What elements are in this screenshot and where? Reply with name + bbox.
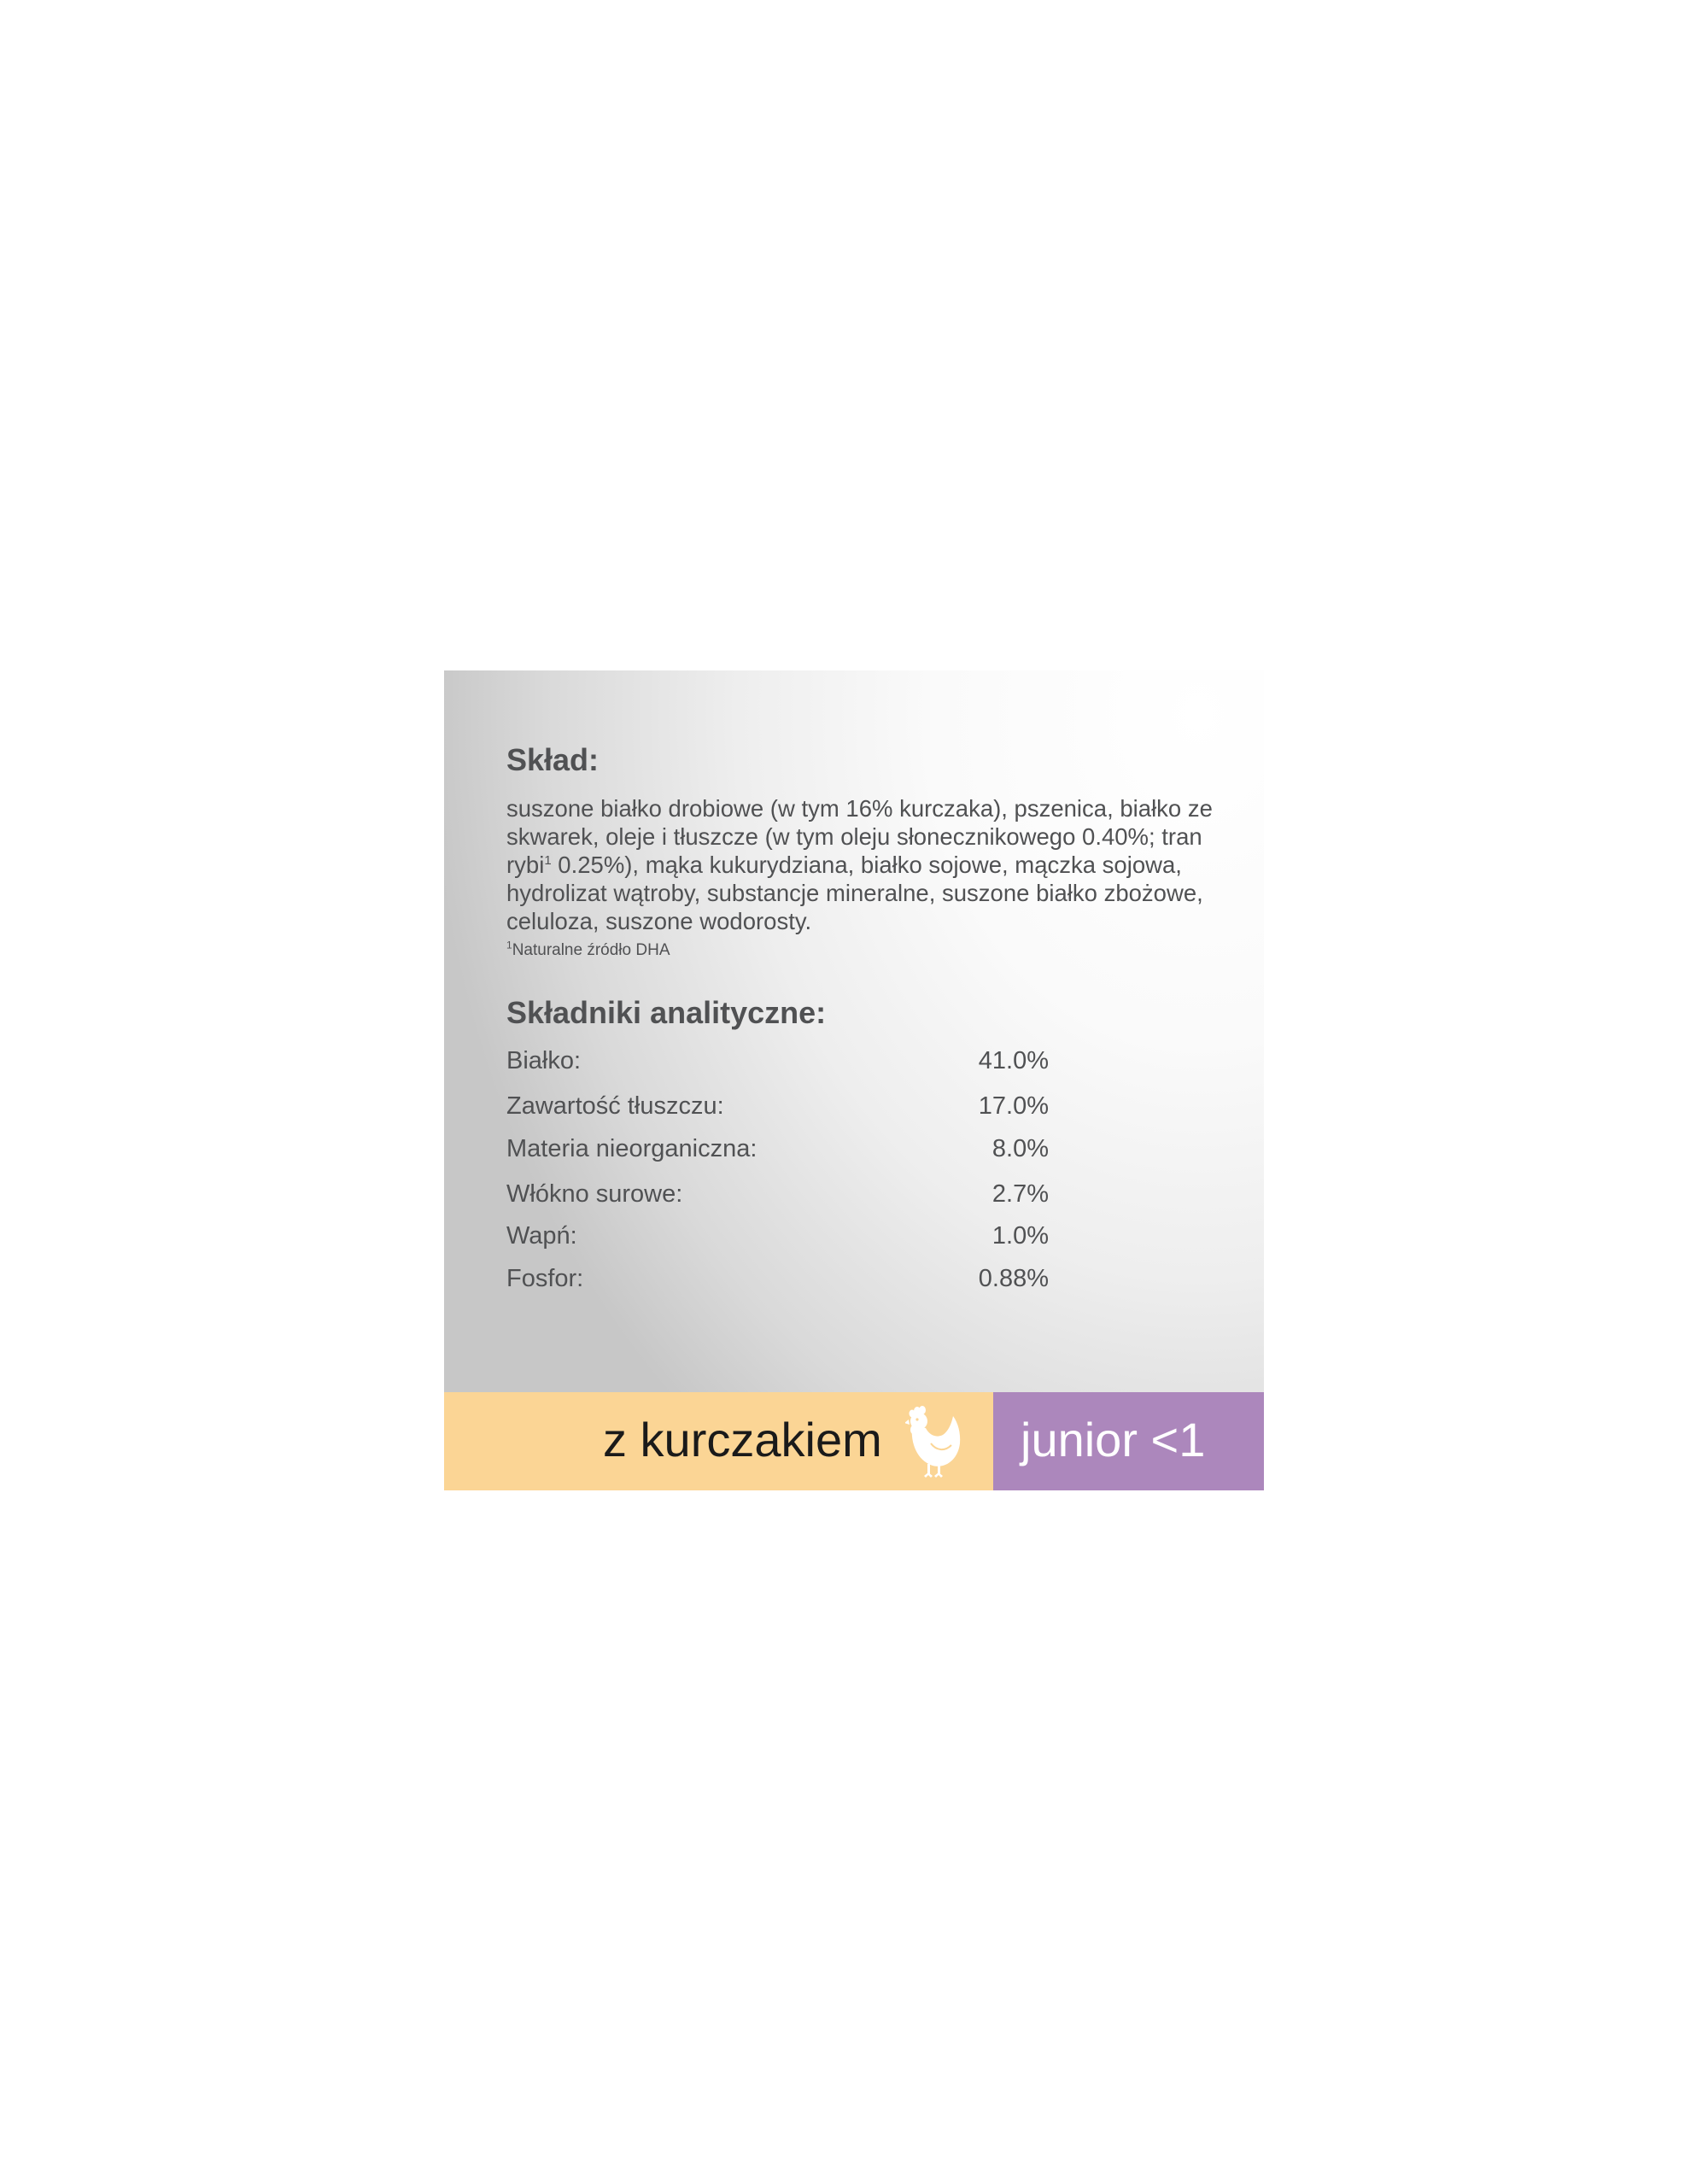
analytical-label: Włókno surowe:	[506, 1180, 683, 1208]
analytical-row	[506, 1092, 1049, 1127]
footnote-text: Naturalne źródło DHA	[512, 941, 670, 959]
ingredients-text-part-1: suszone białko drobiowe (w tym 16% kurczaka), pszenica, białko ze skwarek, oleje i tłuszcze (w tym oleju słonecznikowego 0.40%; tran rybi	[506, 795, 1213, 878]
footnote-mark: 1	[506, 939, 512, 951]
analytical-value: 0.88%	[978, 1265, 1049, 1292]
chicken-icon	[905, 1406, 962, 1479]
analytical-row	[506, 1180, 1049, 1215]
ingredients-text	[506, 794, 1241, 935]
analytical-label: Zawartość tłuszczu:	[506, 1092, 724, 1120]
analytical-label: Fosfor:	[506, 1265, 584, 1292]
analytical-value: 41.0%	[978, 1047, 1049, 1074]
composition-heading: Skład:	[506, 742, 600, 777]
analytical-label: Wapń:	[506, 1222, 577, 1250]
ingredients-superscript: 1	[544, 852, 552, 868]
analytical-heading: Składniki analityczne:	[506, 995, 827, 1030]
footnote	[506, 941, 670, 960]
analytical-value: 8.0%	[991, 1135, 1049, 1162]
analytical-label: Materia nieorganiczna:	[506, 1135, 757, 1162]
analytical-row	[506, 1265, 1049, 1299]
analytical-value: 2.7%	[991, 1180, 1049, 1208]
analytical-row	[506, 1047, 1049, 1081]
analytical-label: Białko:	[506, 1047, 582, 1074]
analytical-value: 17.0%	[978, 1092, 1049, 1120]
ingredients-text-part-2: 0.25%), mąka kukurydziana, białko sojowe, mączka sojowa, hydrolizat wątroby, substancje mineralne, suszone białko zbożowe, celuloza, suszone wodorosty.	[506, 852, 1203, 934]
label-panel	[444, 670, 1264, 1490]
analytical-value: 1.0%	[991, 1222, 1049, 1250]
flavor-banner	[444, 1392, 993, 1490]
age-label: junior <1	[1021, 1413, 1206, 1466]
flavor-label: z kurczakiem	[603, 1413, 882, 1466]
analytical-row	[506, 1222, 1049, 1256]
age-banner	[993, 1392, 1264, 1490]
analytical-row	[506, 1135, 1049, 1169]
